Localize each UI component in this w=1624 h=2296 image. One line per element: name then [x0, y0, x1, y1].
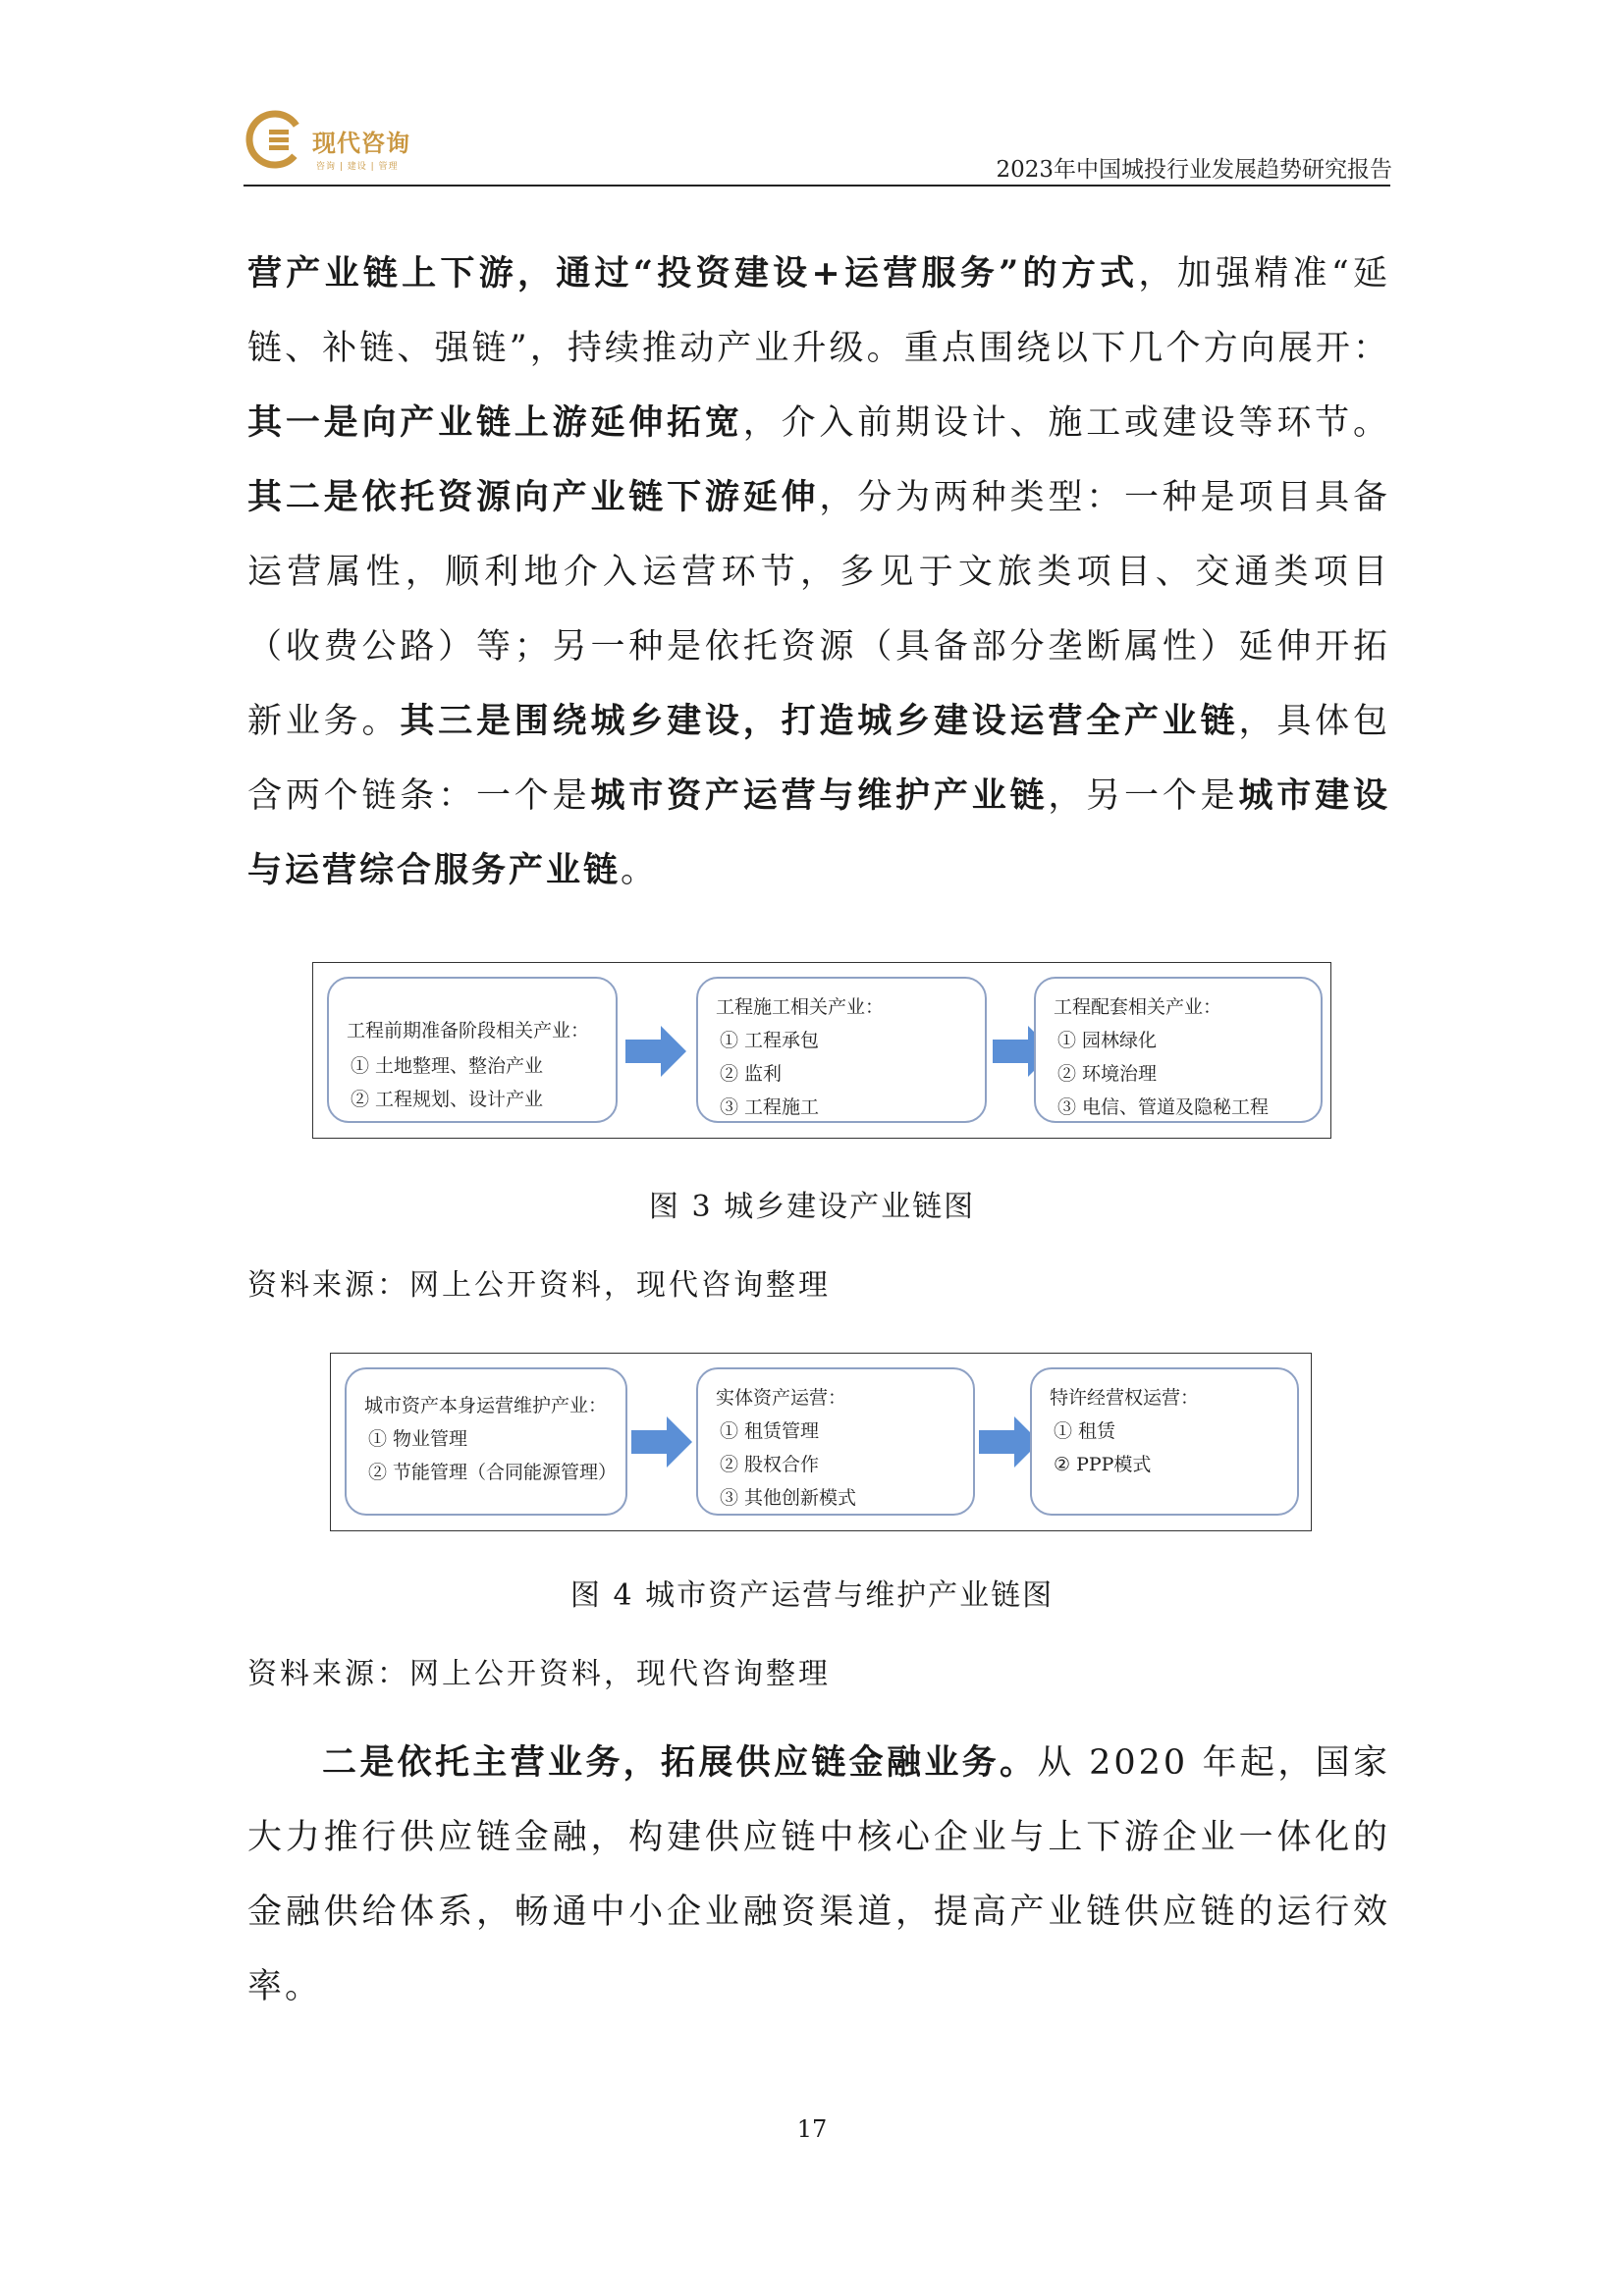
- figure-4-diagram: [330, 1353, 1312, 1531]
- flow-box-franchise: [1030, 1367, 1299, 1516]
- company-logo: [245, 108, 471, 182]
- page-number: 17: [796, 2115, 828, 2143]
- box-title: 实体资产运营：: [716, 1387, 847, 1409]
- body-paragraph-1: [247, 237, 1390, 908]
- body-text: ，另一个是: [1048, 776, 1239, 816]
- body-text: ，加强精准“延链、补链、强链”，持续推动产业升级。重点围绕以下几个方向展开：: [247, 254, 1391, 368]
- figure-4-caption: 图 4 城市资产运营与维护产业链图: [569, 1578, 1055, 1613]
- figure-3-diagram: [312, 962, 1331, 1139]
- box-item: ① 土地整理、整治产业: [351, 1055, 544, 1077]
- arrow-right-icon: [625, 1024, 688, 1079]
- flow-box-asset-operation: [345, 1367, 627, 1516]
- box-title: 城市资产本身运营维护产业：: [364, 1395, 608, 1416]
- box-item: ③ 其他创新模式: [720, 1487, 857, 1509]
- box-item: ① 工程承包: [720, 1030, 820, 1051]
- box-item: ① 园林绿化: [1057, 1030, 1158, 1051]
- figure-3-source: 资料来源：网上公开资料，现代咨询整理: [247, 1268, 831, 1303]
- header-divider: [244, 185, 1390, 187]
- flow-box-physical-asset: [696, 1367, 975, 1516]
- box-item: ② 监利: [720, 1063, 783, 1085]
- logo-text: 现代咨询: [312, 130, 410, 157]
- bold-text: 二是依托主营业务，拓展供应链金融业务。: [322, 1742, 1038, 1783]
- body-text: 从 2020 年起，国家大力推行供应链金融，构建供应链中核心企业与上下游企业一体化的金融供给体系，畅通中小企业融资渠道，提高产业链供应链的运行效率。: [247, 1743, 1390, 2006]
- box-item: ② 股权合作: [720, 1454, 820, 1475]
- body-text: ，介入前期设计、施工或建设等环节。: [742, 403, 1390, 443]
- figure-4-source: 资料来源：网上公开资料，现代咨询整理: [247, 1657, 831, 1691]
- box-item: ② 环境治理: [1057, 1063, 1158, 1085]
- box-item: ③ 工程施工: [720, 1096, 820, 1118]
- logo-subtitle: 咨询 | 建设 | 管理: [316, 162, 399, 172]
- bold-text: 城市资产运营与维护产业链: [590, 775, 1049, 816]
- bold-text: 其一是向产业链上游延伸拓宽: [247, 402, 743, 443]
- box-item: ② 工程规划、设计产业: [351, 1089, 544, 1110]
- company-logo-icon: [245, 108, 308, 171]
- box-item: ② PPP模式: [1054, 1454, 1152, 1475]
- bold-text: 城市建设与运营综合服务产业链: [247, 775, 1390, 890]
- arrow-right-icon: [631, 1415, 694, 1469]
- figure-3-caption: 图 3 城乡建设产业链图: [648, 1190, 976, 1224]
- box-item: ② 节能管理（合同能源管理）: [368, 1462, 618, 1483]
- report-title: 2023年中国城投行业发展趋势研究报告: [996, 157, 1392, 183]
- flow-box-construction: [696, 977, 987, 1123]
- box-item: ③ 电信、管道及隐秘工程: [1057, 1096, 1270, 1118]
- body-paragraph-2: [247, 1726, 1390, 2024]
- body-text: ，具体包含两个链条：一个是: [247, 702, 1390, 816]
- box-item: ① 物业管理: [368, 1428, 468, 1450]
- bold-text: 其二是依托资源向产业链下游延伸: [247, 477, 820, 517]
- bold-text: 其三是围绕城乡建设，打造城乡建设运营全产业链: [400, 701, 1239, 741]
- body-text: 。: [621, 851, 659, 890]
- box-item: ① 租赁: [1054, 1420, 1116, 1442]
- flow-box-supporting: [1034, 977, 1323, 1123]
- box-item: ① 租赁管理: [720, 1420, 820, 1442]
- box-title: 特许经营权运营：: [1050, 1387, 1200, 1409]
- bold-text: 营产业链上下游，通过“投资建设+运营服务”的方式: [247, 253, 1139, 294]
- body-text: ，分为两种类型：一种是项目具备运营属性，顺利地介入运营环节，多见于文旅类项目、交通类项目（收费公路）等；另一种是依托资源（具备部分垄断属性）延伸开拓新业务。: [247, 478, 1390, 741]
- box-title: 工程前期准备阶段相关产业：: [347, 1020, 590, 1041]
- box-title: 工程施工相关产业：: [716, 996, 885, 1018]
- box-title: 工程配套相关产业：: [1054, 996, 1222, 1018]
- flow-box-pre-construction: [327, 977, 618, 1123]
